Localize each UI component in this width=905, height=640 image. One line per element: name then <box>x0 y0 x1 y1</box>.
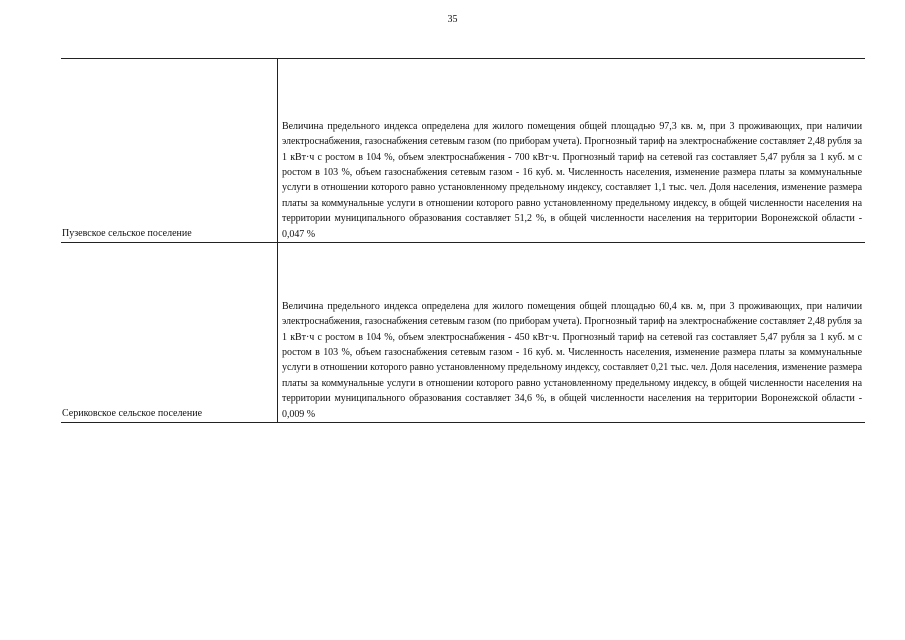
municipality-index-table <box>61 58 865 423</box>
index-description-cell <box>278 59 866 243</box>
municipality-name: Сериковское сельское поселение <box>62 408 203 419</box>
table-row <box>61 59 865 243</box>
index-description: Величина предельного индекса определена для жилого помещения общей площадью 60,4 кв. м, при 3 проживающих, при наличии электроснабжения, газоснабжения сетевым газом (по приборам учета). Прогнозный тариф на электроснабжение составляет 2,48 рубля за 1 кВт·ч с ростом в 104 %, объем электроснабжения - 450 кВт·ч. Прогнозный тариф на сетевой газ составляет 5,47 рубля за 1 куб. м с ростом в 103 %, объем газоснабжения сетевым газом - 16 куб. м. Численность населения, изменение размера платы за коммунальные услуги в отношении которого равно установленному предельному индексу, составляет 0,21 тыс. чел. Доля населения, изменение размера платы за коммунальные услуги в отношении которого равно установленному предельному индексу, в общей численности населения на территории муниципального образования составляет 34,6 %, в общей численности населения на территории Воронежской области - 0,009 % <box>282 300 862 420</box>
municipality-name-cell <box>61 243 278 423</box>
index-description: Величина предельного индекса определена для жилого помещения общей площадью 97,3 кв. м, при 3 проживающих, при наличии электроснабжения, газоснабжения сетевым газом (по приборам учета). Прогнозный тариф на электроснабжение составляет 2,48 рубля за 1 кВт·ч с ростом в 104 %, объем электроснабжения - 700 кВт·ч. Прогнозный тариф на сетевой газ составляет 5,47 рубля за 1 куб. м с ростом в 103 %, объем газоснабжения сетевым газом - 16 куб. м. Численность населения, изменение размера платы за коммунальные услуги в отношении которого равно установленному предельному индексу, составляет 1,1 тыс. чел. Доля населения, изменение размера платы за коммунальные услуги в отношении которого равно установленному предельному индексу, в общей численности населения на территории муниципального образования составляет 51,2 %, в общей численности населения на территории Воронежской области - 0,047 % <box>282 120 862 240</box>
municipality-name: Пузевское сельское поселение <box>62 228 192 239</box>
table-row <box>61 243 865 423</box>
page-number: 35 <box>447 14 458 25</box>
index-description-cell <box>278 243 866 423</box>
municipality-name-cell <box>61 59 278 243</box>
